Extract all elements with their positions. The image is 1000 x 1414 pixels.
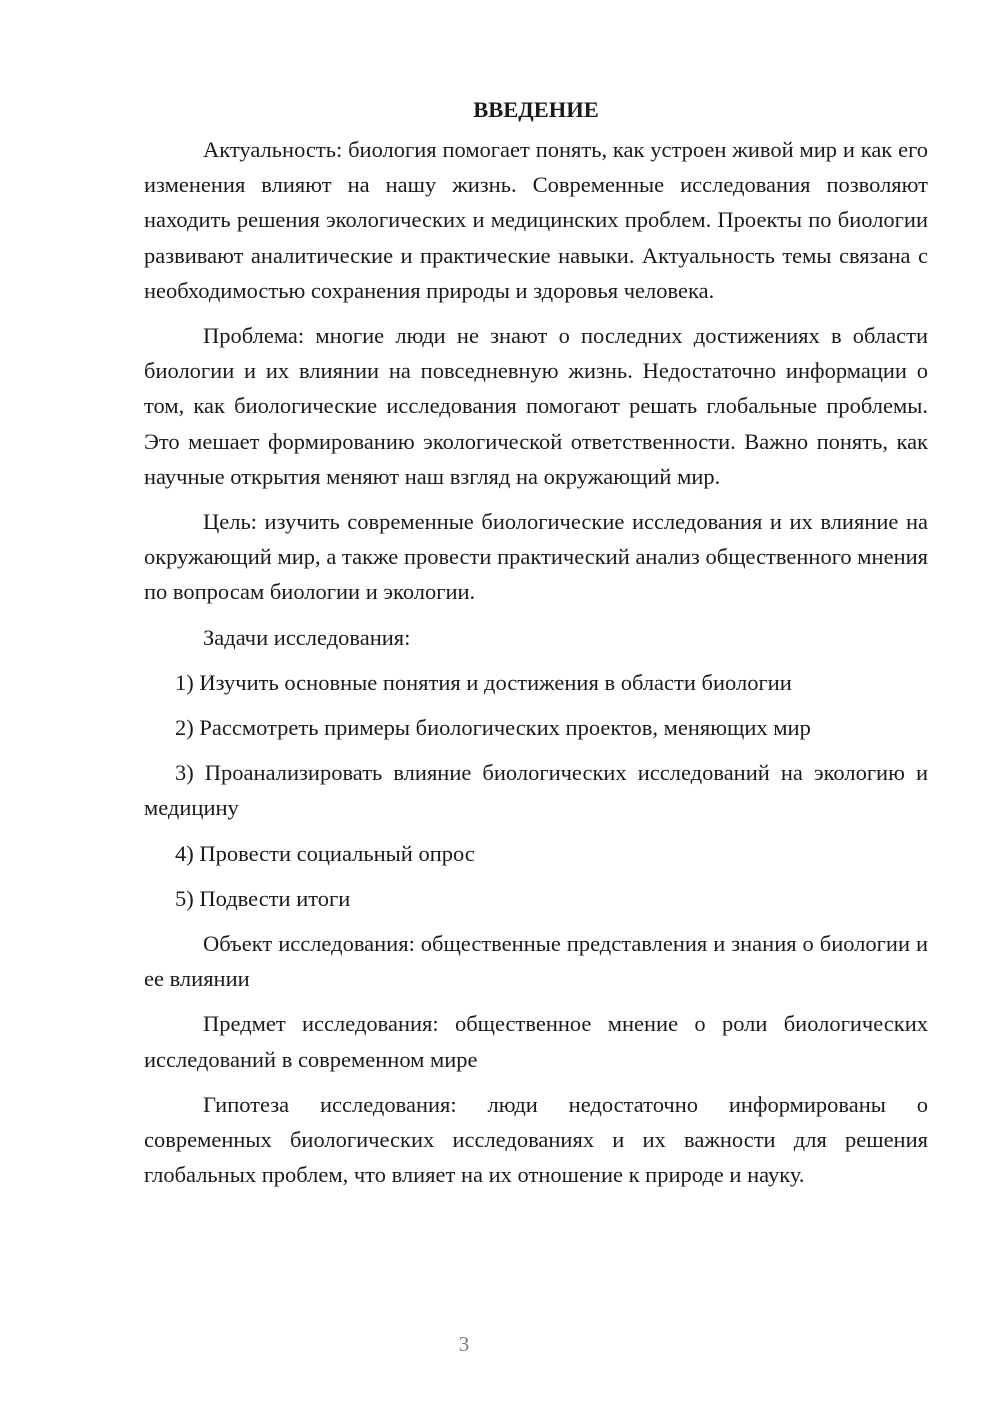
relevance-paragraph: Актуальность: биология помогает понять, как устроен живой мир и как его изменения влияют на нашу жизнь. Современные исследования позволяют находить решения экологических и медицинских проблем. Проекты по биологии развивают аналитические и практические навыки. Актуальность темы связана с необходимостью сохранения природы и здоровья человека.	[144, 137, 928, 303]
object-paragraph: Объект исследования: общественные представления и знания о биологии и ее влиянии	[144, 931, 928, 992]
task-item: 5) Подвести итоги	[175, 885, 351, 911]
goal-paragraph: Цель: изучить современные биологические исследования и их влияние на окружающий мир, а также провести практический анализ общественного мнения по вопросам биологии и экологии.	[144, 509, 928, 605]
page-number: 3	[458, 1332, 470, 1356]
section-heading: ВВЕДЕНИЕ	[473, 97, 599, 122]
task-item: 4) Провести социальный опрос	[175, 840, 475, 866]
subject-paragraph: Предмет исследования: общественное мнение о роли биологических исследований в современном мире	[144, 1011, 928, 1072]
task-item: 2) Рассмотреть примеры биологических проектов, меняющих мир	[175, 715, 811, 741]
tasks-title: Задачи исследования:	[203, 624, 411, 650]
document-body	[144, 92, 928, 1202]
problem-paragraph: Проблема: многие люди не знают о последних достижениях в области биологии и их влиянии на повседневную жизнь. Недостаточно информации о том, как биологические исследования помогают решать глобальные проблемы. Это мешает формированию экологической ответственности. Важно понять, как научные открытия меняют наш взгляд на окружающий мир.	[144, 323, 928, 489]
task-item: 3) Проанализировать влияние биологических исследований на экологию и медицину	[144, 760, 928, 821]
hypothesis-paragraph: Гипотеза исследования: люди недостаточно информированы о современных биологических исследованиях и их важности для решения глобальных проблем, что влияет на их отношение к природе и науку.	[144, 1091, 928, 1188]
task-item: 1) Изучить основные понятия и достижения в области биологии	[175, 669, 792, 695]
